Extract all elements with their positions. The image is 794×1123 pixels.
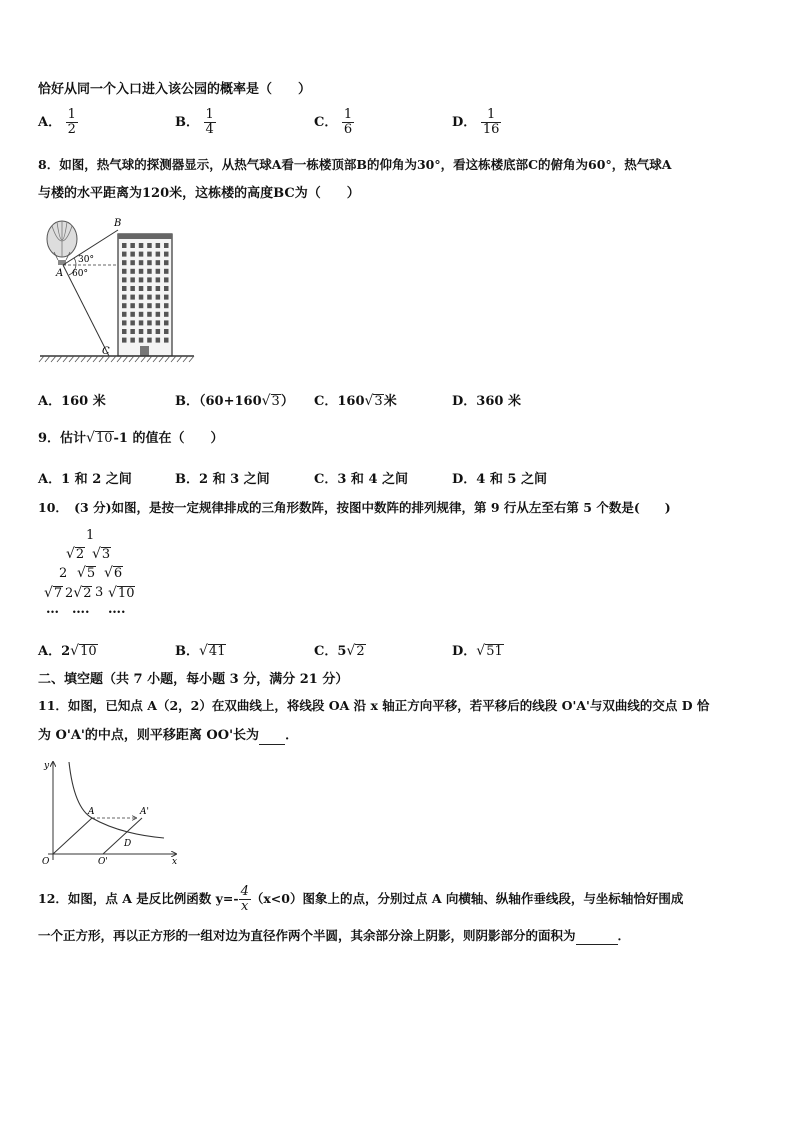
q11-figure-hyperbola <box>36 756 184 868</box>
point-o-prime-label: O' <box>98 857 108 867</box>
q7-option-b: B． $\frac{1}{4}$ <box>175 107 214 137</box>
q12-stem-line2: 一个正方形，再以正方形的一组对边为直径作两个半圆，其余部分涂上阴影，则阴影部分的面积为 ． <box>38 928 631 943</box>
q11-stem-line1: 11．如图，已知点 A（2，2）在双曲线上，将线段 OA 沿 x 轴正方向平移，若平移后的线段 O'A'与双曲线的交点 D 恰 <box>38 698 710 713</box>
triangle-row3-item2: √5 <box>77 565 96 581</box>
q9-stem: 9．估计√10-1 的值在（ ） <box>38 430 224 446</box>
triangle-dots-1: … <box>46 602 59 617</box>
q8-option-b: B．（60+160√3） <box>175 393 294 409</box>
q9-option-b: B．2 和 3 之间 <box>175 472 270 487</box>
point-a-label: A <box>56 268 64 279</box>
point-a-label: A <box>88 807 95 817</box>
section-2-title: 二、填空题（共 7 小题，每小题 3 分，满分 21 分） <box>38 672 349 687</box>
triangle-dots-2: …. <box>72 602 90 617</box>
q9-option-c: C．3 和 4 之间 <box>314 472 409 487</box>
triangle-row2-item2: √3 <box>92 546 111 562</box>
point-c-label: C <box>102 346 110 357</box>
q10-option-a: A．2√10 <box>38 643 97 659</box>
triangle-row4-item2: 2√2 <box>65 585 92 601</box>
q9-option-a: A．1 和 2 之间 <box>38 472 132 487</box>
answer-blank <box>259 728 285 745</box>
q8-option-a: A．160 米 <box>38 394 106 409</box>
triangle-row2-item1: √2 <box>66 546 85 562</box>
q10-option-c: C．5√2 <box>314 643 365 659</box>
point-b-label: B <box>114 218 122 229</box>
q10-stem: 10． (3 分)如图，是按一定规律排成的三角形数阵，按图中数阵的排列规律，第 9 行从左至右第 5 个数是( ) <box>38 500 671 515</box>
point-a-prime-label: A' <box>140 807 149 817</box>
q8-figure-balloon-building <box>36 212 196 367</box>
y-axis-label: y <box>44 761 50 771</box>
q8-option-c: C．160√3米 <box>314 393 397 409</box>
triangle-dots-3: …. <box>108 602 126 617</box>
q8-option-d: D．360 米 <box>452 394 521 409</box>
q7-stem: 恰好从同一个入口进入该公园的概率是（ ） <box>38 82 312 97</box>
q9-option-d: D．4 和 5 之间 <box>452 472 547 487</box>
answer-blank <box>576 928 618 945</box>
q10-option-d: D．√51 <box>452 643 503 659</box>
angle-30-label: 30° <box>78 255 94 265</box>
q7-option-d: D． $\frac{1}{16}$ <box>452 107 500 137</box>
q10-number-triangle <box>44 528 154 620</box>
triangle-row4-item1: √7 <box>44 585 63 601</box>
q10-option-b: B．√41 <box>175 643 226 659</box>
triangle-row3-item1: 2 <box>59 566 68 581</box>
triangle-row1: 1 <box>86 528 95 543</box>
angle-60-label: 60° <box>72 269 88 279</box>
triangle-row4-item3: 3 <box>95 585 104 600</box>
building-icon <box>118 234 172 356</box>
q8-stem-line1: 8．如图，热气球的探测器显示，从热气球A看一栋楼顶部B的仰角为30°，看这栋楼底部C的俯角为60°，热气球A <box>38 157 672 172</box>
triangle-row3-item3: √6 <box>104 565 123 581</box>
point-d-label: D <box>124 839 132 849</box>
q8-stem-line2: 与楼的水平距离为120米，这栋楼的高度BC为（ ） <box>38 186 360 201</box>
q12-stem-line1: 12．如图，点 A 是反比例函数 y=- $\frac{4}{x}$ （x<0）图象上的点，分别过点 A 向横轴、纵轴作垂线段，与坐标轴恰好围成 <box>38 884 684 914</box>
q7-option-c: C． $\frac{1}{6}$ <box>314 107 353 137</box>
triangle-row4-item4: √10 <box>108 585 135 601</box>
q7-option-a: A． $\frac{1}{2}$ <box>38 107 76 137</box>
origin-label: O <box>42 857 50 867</box>
x-axis-label: x <box>172 857 178 867</box>
q11-stem-line2: 为 O'A'的中点，则平移距离 OO'长为 ． <box>38 728 299 743</box>
